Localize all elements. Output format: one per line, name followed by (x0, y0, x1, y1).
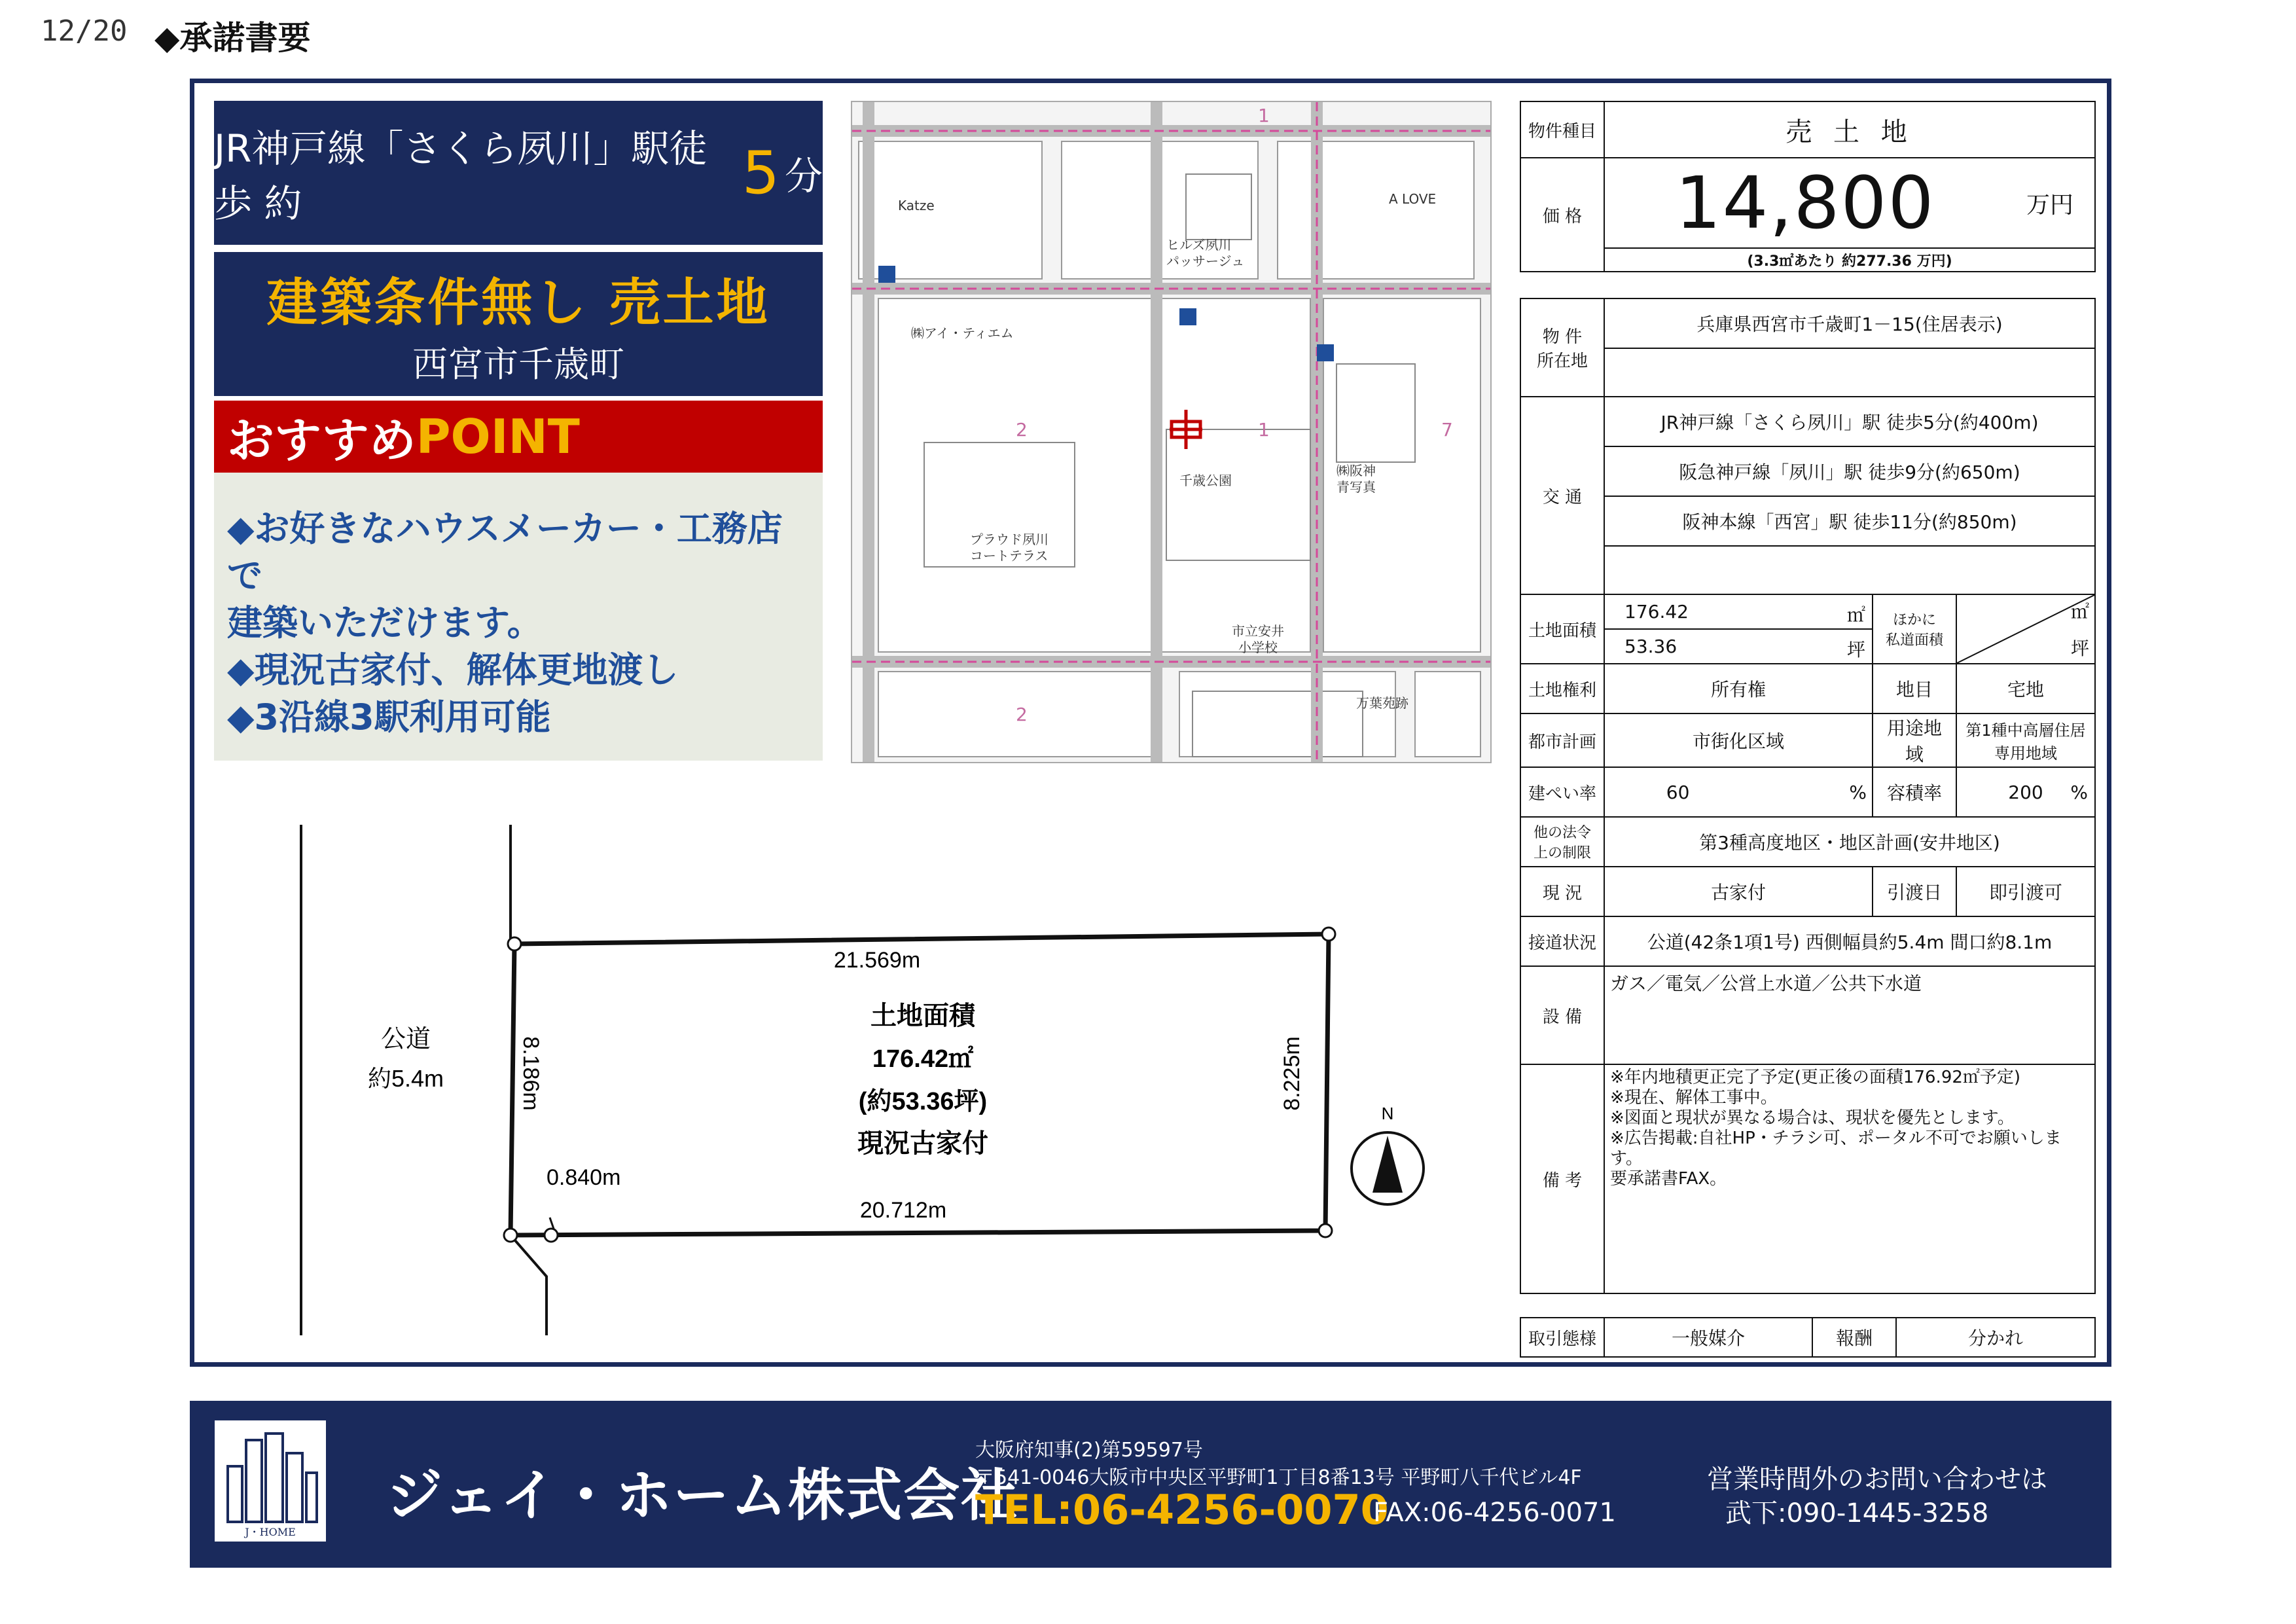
after-hours-text: 営業時間外のお問い合わせは (1707, 1464, 2047, 1494)
map-label: 千歳公園 (1179, 473, 1232, 488)
location-map (851, 101, 1492, 763)
private-tsubo-unit: 坪 (2070, 638, 2089, 659)
recommend-item: ◆お好きなハウスメーカー・工務店で (227, 508, 783, 596)
building-logo-icon (215, 1420, 326, 1542)
city-plan-label: 都市計画 (1520, 713, 1604, 767)
logo-text: J・HOME (245, 1526, 296, 1538)
dim-corner: 0.840m (547, 1165, 621, 1190)
station-unit: 分 (784, 154, 823, 198)
traffic-label: 交 通 (1520, 397, 1604, 594)
map-label: A LOVE (1389, 191, 1437, 207)
private-road-label: ほかに 私道面積 (1873, 594, 1956, 664)
page-number: 12/20 (41, 14, 128, 48)
condition-area: 西宮市千歳町 (412, 343, 624, 385)
land-area-tsubo: 53.36 (1624, 636, 1677, 657)
remark-line: ※現在、解体工事中。 (1610, 1088, 1778, 1108)
map-block-number: 2 (1016, 704, 1028, 725)
recommend-item: 建築いただけます。 (227, 602, 543, 643)
location-label: 物 件 所在地 (1520, 298, 1604, 397)
bcr-label: 建ぺい率 (1520, 767, 1604, 817)
land-area-label: 土地面積 (1520, 594, 1604, 664)
dim-left: 8.186m (518, 1036, 543, 1111)
map-block-number: 1 (1258, 419, 1270, 441)
map-graphic (852, 102, 1490, 762)
company-logo (215, 1420, 326, 1542)
station-minutes: 5 (742, 138, 780, 208)
private-m2-unit: ㎡ (2070, 601, 2089, 623)
map-label: ㈱阪神 (1336, 463, 1376, 478)
use-zone-value: 第1種中高層住居専用地域 (1956, 713, 2095, 767)
map-label: 小学校 (1238, 640, 1278, 655)
price-value: 14,800 (1604, 158, 2005, 248)
land-area-tsubo-unit: 坪 (1846, 639, 1865, 660)
recommend-item: ◆現況古家付、解体更地渡し (227, 649, 679, 691)
land-area-m2-unit: ㎡ (1846, 604, 1865, 626)
condition-banner (214, 252, 823, 396)
map-label: 市立安井 (1232, 623, 1284, 639)
status-label: 現 況 (1520, 867, 1604, 916)
road-width: 約5.4m (367, 1065, 444, 1092)
license-number: 大阪府知事(2)第59597号 (975, 1439, 1203, 1462)
detail-table (1520, 298, 2096, 1294)
traffic-item: 阪神本線「西宮」駅 徒歩11分(約850m) (1604, 496, 2095, 546)
after-hours-contact[interactable]: 武下:090-1445-3258 (1725, 1498, 1989, 1528)
map-label: ㈱アイ・ティエム (911, 325, 1014, 341)
map-label: パッサージュ (1166, 253, 1245, 269)
handover-value: 即引渡可 (1956, 867, 2095, 916)
map-block-number: 7 (1441, 419, 1453, 441)
city-plan-value: 市街化区域 (1604, 713, 1873, 767)
bcr-unit: % (1751, 767, 1873, 817)
right-value: 所有権 (1604, 664, 1873, 713)
lot-graphic (249, 812, 1453, 1388)
fee-label: 報酬 (1812, 1318, 1896, 1357)
price-unit: 万円 (2005, 158, 2095, 248)
dim-right: 8.225m (1280, 1036, 1304, 1111)
chimoku-value: 宅地 (1956, 664, 2095, 713)
road-label: 公道 (380, 1026, 431, 1053)
lot-diagram (249, 812, 1453, 1388)
lot-area-tsubo: (約53.36坪) (858, 1088, 988, 1115)
remark-line: 要承諾書FAX。 (1610, 1169, 1727, 1189)
price-label: 価 格 (1520, 158, 1604, 272)
traffic-item: JR神戸線「さくら夙川」駅 徒歩5分(約400m) (1604, 397, 2095, 446)
remark-line: ※年内地積更正完了予定(更正後の面積176.92㎡予定) (1610, 1068, 2021, 1087)
map-label: 青写真 (1336, 479, 1376, 495)
right-label: 土地権利 (1520, 664, 1604, 713)
company-address: 〒541-0046大阪市中央区平野町1丁目8番13号 平野町八千代ビル4F (975, 1466, 1582, 1489)
map-block-number: 1 (1258, 105, 1270, 126)
traffic-empty (1604, 546, 2095, 594)
north-arrow-icon (1352, 1104, 1424, 1204)
location-empty (1604, 348, 2095, 397)
map-label: 万葉苑跡 (1356, 695, 1408, 711)
condition-title: 建築条件無し 売土地 (266, 273, 770, 333)
recommend-head-pre: おすすめ (227, 413, 416, 468)
map-label: ヒルズ夙川 (1166, 237, 1232, 253)
facility-value: ガス／電気／公営上水道／公共下水道 (1604, 966, 2095, 1064)
lot-area-title: 土地面積 (870, 1001, 975, 1030)
map-label: Katze (898, 198, 935, 213)
facility-label: 設 備 (1520, 966, 1604, 1064)
type-label: 物件種目 (1520, 101, 1604, 158)
price-note: (3.3㎡あたり 約277.36 万円) (1604, 248, 2095, 272)
road-label: 接道状況 (1520, 916, 1604, 966)
lot-status: 現況古家付 (857, 1129, 988, 1158)
station-banner (214, 101, 823, 245)
fee-value: 分かれ (1896, 1318, 2095, 1357)
recommend-heading (214, 401, 823, 473)
map-label: コートテラス (970, 548, 1049, 564)
remark-line: ※図面と現状が異なる場合は、現状を優先とします。 (1610, 1108, 2015, 1128)
dim-top: 21.569m (833, 948, 921, 973)
page-title: ◆承諾書要 (154, 19, 311, 57)
phone-number[interactable]: TEL:06-4256-0070 (975, 1486, 1389, 1534)
recommend-head-point: POINT (416, 409, 580, 464)
remark-line: ※広告掲載:自社HP・チラシ可、ポータル不可でお願いします。 (1610, 1128, 2062, 1168)
far-value: 200 (2008, 781, 2043, 803)
deal-label: 取引態様 (1520, 1318, 1604, 1357)
price-table (1520, 101, 2096, 272)
chimoku-label: 地目 (1873, 664, 1956, 713)
recommend-item: ◆3沿線3駅利用可能 (227, 696, 551, 738)
other-law-label: 他の法令 上の制限 (1520, 817, 1604, 867)
remarks-label: 備 考 (1520, 1064, 1604, 1293)
map-label: プラウド夙川 (970, 532, 1049, 547)
road-value: 公道(42条1項1号) 西側幅員約5.4m 間口約8.1m (1604, 916, 2095, 966)
other-law-value: 第3種高度地区・地区計画(安井地区) (1604, 817, 2095, 867)
far-label: 容積率 (1873, 767, 1956, 817)
dim-bottom: 20.712m (859, 1198, 947, 1223)
type-value: 売 土 地 (1604, 101, 2095, 158)
use-zone-label: 用途地域 (1873, 713, 1956, 767)
fax-number: FAX:06-4256-0071 (1373, 1498, 1616, 1528)
company-name: ジェイ・ホーム株式会社 (386, 1463, 1019, 1528)
location-value: 兵庫県西宮市千歳町1－15(住居表示) (1604, 298, 2095, 348)
lot-area-m2: 176.42㎡ (872, 1045, 974, 1073)
handover-label: 引渡日 (1873, 867, 1956, 916)
station-text: JR神戸線「さくら夙川」駅徒歩 約 (214, 126, 708, 226)
status-value: 古家付 (1604, 867, 1873, 916)
north-label: N (1381, 1104, 1394, 1123)
land-area-m2: 176.42 (1624, 601, 1689, 623)
traffic-item: 阪急神戸線「夙川」駅 徒歩9分(約650m) (1604, 446, 2095, 496)
bcr-value: 60 (1604, 767, 1751, 817)
deal-value: 一般媒介 (1604, 1318, 1812, 1357)
recommend-list (214, 473, 823, 761)
deal-table (1520, 1317, 2096, 1358)
map-block-number: 2 (1016, 419, 1028, 441)
far-unit: % (2070, 781, 2088, 803)
